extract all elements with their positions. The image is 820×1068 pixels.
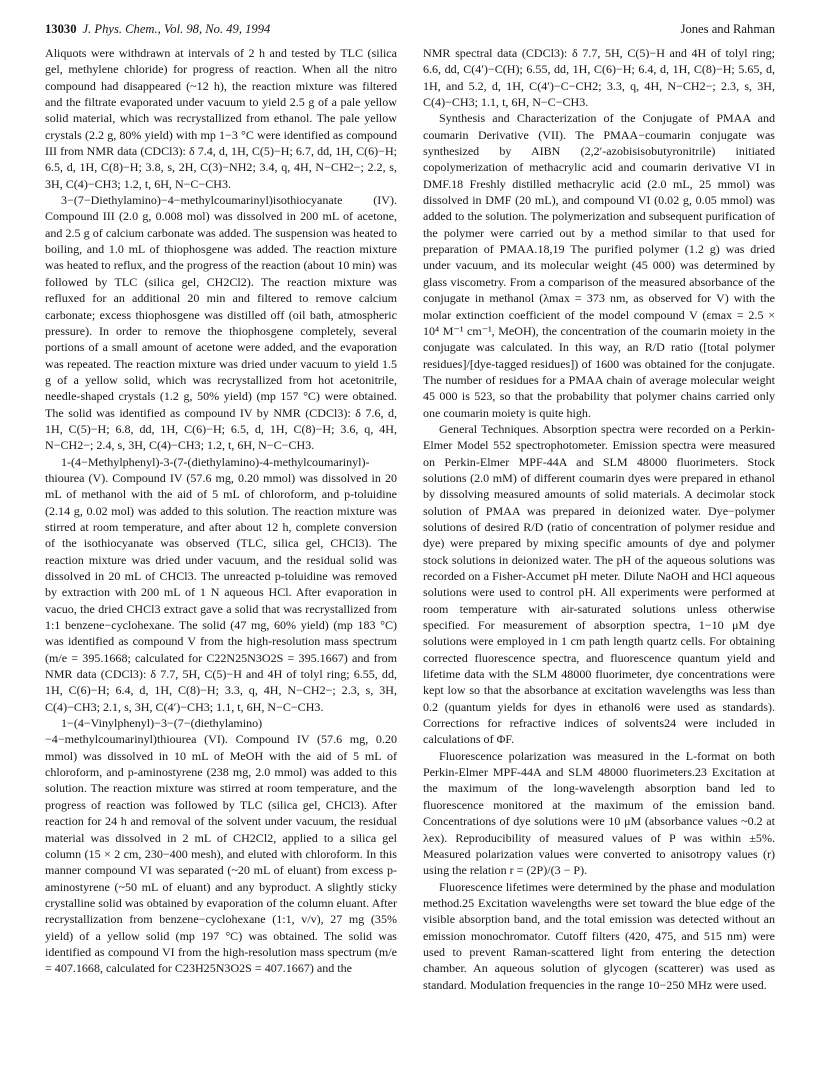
paragraph: Synthesis and Characterization of the Conjugate of PMAA and coumarin Derivative (VII). The PMAA−coumarin conjugate was synthesized by AIBN (2,2′-azobisisobutyronitrile) initiated copolymerization of methacrylic acid and coumarin derivative VI in DMF.18 Freshly distilled methacrylic acid (2.0 mL, 25 mmol) was dissolved in DMF (20 mL), and compound VI (0.02 g, 0.05 mmol) was added to the solution. The polymerization and subsequent purification of the polymer were carried out by a method similar to that used for preparation of PMAA.18,19 The purified polymer (1.2 g) was dried under vacuum, and its molecular weight (45 000) was determined by glass viscometry. From a comparison of the measured absorbance of the conjugate in methanol (λmax = 373 nm, as observed for V) with the molar extinction coefficient of the model compound V (εmax = 2.5 × 10⁴ M⁻¹ cm⁻¹, MeOH), the concentration of the coumarin moiety in the conjugate was calculated. In this way, an R/D ratio ([total polymer residues]/[dye-tagged residues]) of 1600 was obtained for the conjugate. The number of residues for a PMAA chain of average molecular weight 45 000 is 523, so that the probability that polymer chains carried only one coumarin moiety is quite high. bbox=[423, 111, 775, 420]
paragraph: NMR spectral data (CDCl3): δ 7.7, 5H, C(5)−H and 4H of tolyl ring; 6.6, dd, C(4′)−C(H); 6.55, dd, 1H, C(6)−H; 6.4, d, 1H, C(8)−H; 5.65, d, 1H, and 5.2, d, 1H, C(4′)−C−CH2; 3.3, q, 4H, N−CH2−; 2.3, s, 3H, C(4)−CH3; 1.1, t, 6H, N−C−CH3. bbox=[423, 46, 775, 110]
paragraph: Fluorescence lifetimes were determined by the phase and modulation method.25 Excitation wavelengths were set toward the blue edge of the visible absorption band, and the total emission was detected without an emission monochromator. Cutoff filters (420, 475, and 515 nm) were used to prevent Raman-scattered light from entering the detection chamber. An aqueous solution of glycogen (scatterer) was used as standard. Modulation frequencies in the range 10−250 MHz were used. bbox=[423, 879, 775, 992]
paragraph: Fluorescence polarization was measured in the L-format on both Perkin-Elmer MPF-44A and SLM 48000 fluorimeters.23 Excitation at the maximum of the long-wavelength absorption band led to fluorescence monitored at the maximum of the emission band. Concentrations of dye solutions were 10 μM (absorbance values ~0.2 at λex). Reproducibility of measured values of P was within ±5%. Measured polarization values were converted to anisotropy values (r) using the relation r = (2P)/(3 − P). bbox=[423, 748, 775, 878]
paragraph: 3−(7−Diethylamino)−4−methylcoumarinyl)isothiocyanate (IV). Compound III (2.0 g, 0.008 mol) was dissolved in 200 mL of acetone, and 2.5 g of calcium carbonate was added. The suspension was heated to boiling, and 1.0 mL of thiophosgene was added. The reaction mixture was heated to reflux, and the progress of the reaction (about 10 min) was followed by TLC (silica gel, CH2Cl2). The reaction mixture was refluxed for an additional 20 min and filtered to remove calcium carbonate; excess thiophosgene was distilled off (oil bath, atmospheric pressure). In order to remove the thiophosgene completely, several portions of a small amount of acetone were added, and the evaporation was repeated. The reaction mixture was dried under vacuum to yield 1.5 g of a yellow solid, which was recrystallized from hot acetonitrile, needle-shaped crystals (1.2 g, 50% yield) (mp 157 °C) were obtained. The solid was identified as compound IV by NMR (CDCl3): δ 7.6, d, 1H, C(5)−H; 6.8, dd, 1H, C(6)−H; 6.5, d, 1H, C(8)−H; 3.6, q, 4H, N−CH2−; 2.4, s, 3H, C(4)−CH3; 1.2, t, 6H, N−C−CH3. bbox=[45, 193, 397, 453]
page-number: 13030 bbox=[45, 22, 77, 36]
paragraph: Aliquots were withdrawn at intervals of 2 h and tested by TLC (silica gel, methylene chloride) for progress of reaction. When all the nitro compound had disappeared (~12 h), the reaction mixture was filtered and the filtrate evaporated under vacuum to yield 2.5 g of a pale yellow solid material, which was recrystallized from ethanol. The pale yellow crystals (2.2 g, 80% yield) with mp 1−3 °C were identified as compound III from NMR data (CDCl3): δ 7.4, d, 1H, C(5)−H; 6.7, dd, 1H, C(6)−H; 6.5, d, 1H, C(8)−H; 3.8, s, 2H, C(3)−NH2; 3.4, q, 4H, N−CH2−; 2.2, s, 3H, C(4)−CH3; 1.2, t, 6H, N−C−CH3. bbox=[45, 46, 397, 191]
header-authors: Jones and Rahman bbox=[680, 22, 775, 36]
paragraph: 1-(4−Methylphenyl)-3-(7-(diethylamino)-4-methylcoumarinyl)-thiourea (V). Compound IV (57.6 mg, 0.20 mmol) was dissolved in 20 mL of methanol with the aid of 5 mL of chloroform, and p-toluidine (2.14 g, 0.02 mol) was added to this solution. The reaction mixture was stirred at room temperature, and after about 12 h, complete conversion of the isothiocyanate was observed (TLC, silica gel, CHCl3). The reaction mixture was dried under vacuum, and the residual solid was dissolved in 20 mL of CHCl3. The unreacted p-toluidine was removed by extraction with 200 mL of 1 N aqueous HCl. After evaporation in vacuo, the dried CHCl3 extract gave a solid that was recrystallized from 1:1 benzene−cyclohexane. The solid (47 mg, 60% yield) (mp 183 °C) was identified as compound V from the high-resolution mass spectrum (m/e = 395.1668; calculated for C22N25N3O2S = 395.1667) and from NMR data (CDCl3): δ 7.7, 5H, C(5)−H and 4H of tolyl ring; 6.55, dd, 1H, C(6)−H; 6.4, d, 1H, C(8)−H; 3.3, q, 4H, N−CH2−; 2.3, s, 3H, C(4)−CH3; 2.1, s, 3H, C(4′)−CH3; 1.1, t, 6H, N−C−CH3. bbox=[45, 454, 397, 714]
journal-citation: J. Phys. Chem., Vol. 98, No. 49, 1994 bbox=[82, 22, 271, 36]
paragraph: General Techniques. Absorption spectra were recorded on a Perkin-Elmer Model 552 spectrophotometer. Emission spectra were measured on Perkin-Elmer MPF-44A and SLM 48000 fluorimeters. Stock solutions (2.0 mM) of different coumarin dyes were prepared in ethanol by dissolving measured amounts of solid materials. A decimolar stock solution of PMAA was prepared in deionized water. Dye−polymer solutions of desired R/D (ratio of concentration of polymer residue and dye) were prepared by mixing specific amounts of dye and polymer stock solutions in deionized water. The pH of the aqueous solutions was recorded on a Fisher-Accumet pH meter. Dilute NaOH and HCl aqueous solutions were used to control pH. All experiments were performed at room temperature with air-saturated solutions unless otherwise specified. For measurement of absorption spectra, 1−10 μM dye solutions were employed in 1 cm path length quartz cells. For obtaining corrected fluorescence spectra, and fluorescence quantum yield and lifetime data with the SLM 48000 fluorimeter, dye concentrations were kept low so that the absorbance at excitation wavelengths was less than 0.2 (quantum yields for dyes in ethanol6 were used as standards). Corrections for refractive indices of solvents24 were included in calculations of ΦF. bbox=[423, 421, 775, 747]
right-column bbox=[423, 45, 775, 993]
paragraph: 1−(4−Vinylphenyl)−3−(7−(diethylamino)−4−methylcoumarinyl)thiourea (VI). Compound IV (57.6 mg, 0.20 mmol) was dissolved in 10 mL of MeOH with the aid of 5 mL of chloroform, and p-aminostyrene (238 mg, 2.0 mmol) was added to this solution. The reaction mixture was stirred at room temperature, and the progress of reaction was followed by TLC (silica gel, CHCl3). After reaction for 24 h and removal of the solvent under vacuum, the residual material was dissolved in 2 mL of CH2Cl2, applied to a silica gel column (15 × 2 cm, 230−400 mesh), and eluted with chloroform. In this manner compound VI was separated (~20 mL of eluant) from excess p-aminostyrene (~50 mL of eluant) and any byproduct. A slightly sticky crystalline solid was obtained by evaporation of the column eluant. After recrystallization from benzene−cyclohexane (1:1, v/v), 27 mg (35% yield) of a yellow solid (mp 197 °C) was obtained. The solid was identified as compound VI from the high-resolution mass spectrum (m/e = 407.1668, calculated for C23H25N3O2S = 407.1667) and the bbox=[45, 716, 397, 976]
header-left bbox=[45, 22, 270, 37]
running-header bbox=[45, 22, 775, 40]
left-column bbox=[45, 45, 397, 977]
